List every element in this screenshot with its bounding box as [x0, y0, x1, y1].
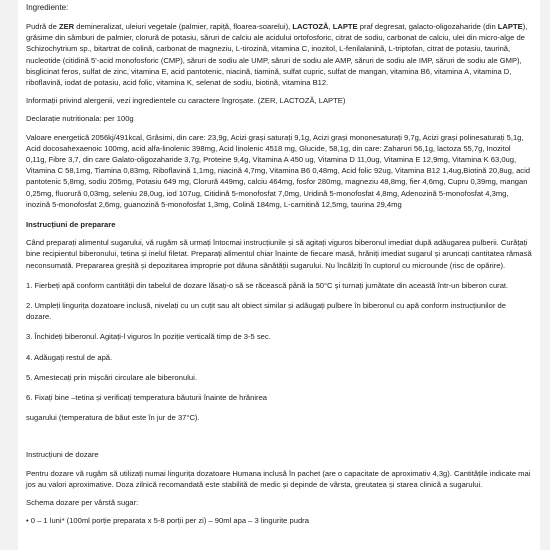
nutrition-declaration: Declarație nutritionala: per 100g — [26, 114, 134, 124]
ingredients-part: , — [328, 22, 333, 31]
ingredients-text — [26, 21, 532, 88]
product-info-page — [18, 0, 540, 550]
allergens-info: Informații privind alergenii, vezi ingredientele cu caractere îngroșate. (ZER, LACTOZĂ, LAPTE) — [26, 96, 346, 106]
prep-step: 2. Umpleți lingurița dozatoare inclusă, nivelați cu un cuțit sau alt obiect similar și adăugați pulbere în biberonul cu apă conform instrucțiunilor de dozare. — [26, 301, 506, 322]
prep-step: 4. Adăugați restul de apă. — [26, 352, 113, 362]
prep-step: 5. Amestecați prin mișcări circulare ale biberonului. — [26, 372, 197, 382]
allergen-lapte: LAPTE — [332, 22, 358, 31]
dosage-text: Pentru dozare vă rugăm să utilizați numai lingurița dozatoare Humana inclusă în pachet (are o capacitate de aproximativ 4,3g). Cantitățile indicate mai jos au valori aproximative. Doza zilnică recomandată este stabilită de medic și depinde de vârsta, greutatea și starea clinică a sugarului. — [26, 468, 531, 489]
dosage-heading: Instrucțiuni de dozare — [26, 450, 99, 460]
preparation-intro: Când preparați alimentul sugarului, vă rugăm să urmați întocmai instrucțiunile și să agitați viguros biberonul imediat după adăugarea pulberii. Curățați bine recipientul biberonului, tetina și inelul filetat. Preparați alimentul chiar înainte de fiecare masă, hrăniți imediat sugarul și aruncați cantitatea rămasă neconsumată. Prepararea greșită și depozitarea improprie pot dăuna sănătății sugarului. Nu încălziți în cuptorul cu microunde (risc de opărire). — [26, 238, 532, 270]
ingredients-part: Pudră de — [26, 22, 59, 31]
ingredients-part: praf degresat, galacto-oligozaharide (din — [357, 22, 498, 31]
ingredients-part: ), grăsime din sâmburi de palmier, clorură de potasiu, săruri de calciu ale acidului ortofosforic, citrat de sodiu, carbonat de calciu, ulei din micro-alge de Schizochytrium sp., bitartrat de colină, carbonat de magneziu, L-tirozină, vitamina C, inozitol, L-fenilalanină, L-triptofan, citrat de potasiu, taurină, nucleotide (citidină 5'-acid monofosforic (CMP), săruri de sodiu ale UMP, săruri de sodiu ale AMP, săruri de sodiu ale IMP, săruri de sodiu ale GMP), bisglicinat feros, sulfat de zinc, vitamina E, acid pantotenic, niacină, tiamină, sulfat cupric, sulfat de mangan, vitamina B6, vitamina A, vitamina D, riboflavină, iodat de potasiu, acid folic, vitamina K, selenat de sodiu, biotină, vitamina B12. — [26, 22, 528, 88]
prep-step-continued: sugarului (temperatura de băut este în jur de 37°C). — [26, 413, 200, 423]
ingredients-part: demineralizat, uleiuri vegetale (palmier, rapiță, floarea-soarelui), — [74, 22, 293, 31]
dosage-schema-heading: Schema dozare per vârstă sugar: — [26, 498, 139, 508]
prep-step: 3. Închideți biberonul. Agitați-l viguros în poziție verticală timp de 3-5 sec. — [26, 332, 271, 342]
preparation-steps — [26, 280, 532, 424]
ingredients-heading: Ingrediente: — [26, 3, 69, 12]
allergen-lapte: LAPTE — [497, 22, 523, 31]
prep-step: 1. Fierbeți apă conform cantității din tabelul de dozare lăsați-o să se răcească până la 50°C și turnați jumătate din această într-un biberon curat. — [26, 280, 509, 290]
allergen-lactoza: LACTOZĂ — [292, 22, 329, 31]
preparation-heading: Instrucțiuni de preparare — [26, 220, 116, 230]
dosage-schema-item: • 0 – 1 luni* (100ml porție preparata x 5-8 porții per zi) – 90ml apa – 3 lingurite pudra — [26, 516, 309, 526]
nutrition-values: Valoare energetică 2056kj/491kcal, Grăsimi, din care: 23,9g, Acizi grași saturați 9,1g, Acizi grași mononesaturați 9,7g, Acizi grași polinesaturați 5,1g, Acid docosahexaenoic 100mg, acid alfa-linolenic 398mg, Acid linolenic 4518 mg, Glucide, 58,1g, din care: Zaharuri 56,1g, lactoza 55,7g, Inozitol 0,11g, Fibre 3,7, din care Galato-oligozaharide 3,7g, Proteine 9,4g, Vitamina A 450 ug, Vitamina D 11,0ug, Vitamina E 12,9mg, Vitamina K 63,0ug, Vitamina C 58,1mg, Tiamina 0,83mg, Riboflavină 1,1mg, niacină 4,7mg, Vitamina B6 0,48mg, Acid folic 92ug, Vitamina B12 1,4ug,Biotină 20,8ug, acid pantotenic 5,8mg, sodiu 205mg, Potasiu 649 mg, Clorură 449mg, calciu 464mg, fosfor 280mg, magneziu 48,8mg, fier 4,6mg, Cupru 0,39mg, mangan 0,25mg, fluorură 0,03mg, seleniu 28,0ug, iod 107ug, Citidină 5-monofosfat 7,0mg, Uridină 5-monofosfat 4,8mg, Adenozină 5-monofosfat 4,3mg, inozină 5-monofosfat 2,6mg, guanozină 5-monofosfat 1,3mg, Colină 184mg, L-carnitină 12,5mg, taurina 29,4mg — [26, 132, 531, 209]
allergen-zer: ZER — [58, 22, 75, 31]
prep-step: 6. Fixați bine –tetina și verificați temperatura băuturii înainte de hrănirea — [26, 393, 268, 403]
